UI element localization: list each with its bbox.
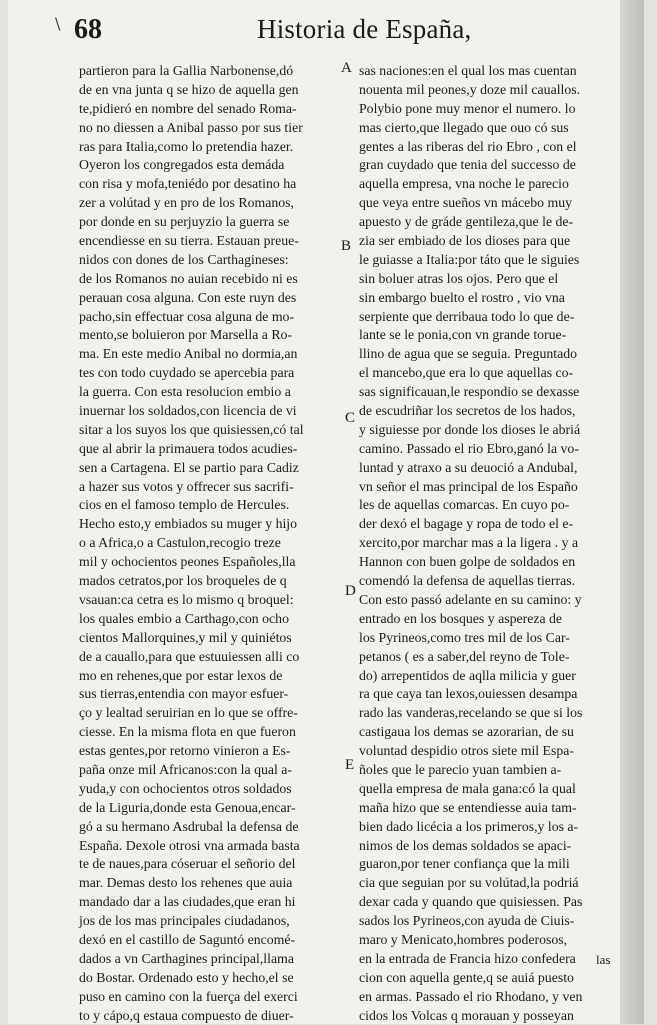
section-marker-c: C [345,410,356,426]
text-line: de a cauallo,para que estuuiessen alli co [79,648,300,664]
text-line: sas naciones:en el qual los mas cuentan [359,63,577,78]
margin-mark: \ [55,14,61,33]
text-line: vn señor el mas principal de los Españo [359,478,578,494]
text-line: ra que caya tan lexos,ouiessen desampa [359,686,578,702]
page-number: 68 [74,14,102,45]
text-line: de la Liguria,donde esta Genoua,encar- [79,799,296,815]
text-line: sin embargo buelto el rostro , vio vna [359,289,565,305]
text-line: mandado dar a las ciudades,que eran hi [79,894,296,910]
text-line: maña hizo que se entendiesse auia tam- [359,799,577,815]
text-line: el mancebo,que era lo que aquellas co- [359,365,574,381]
text-line: los Pyrineos,como tres mil de los Car- [359,629,570,645]
text-line: entrado en los bosques y aspereza de [359,610,563,626]
text-line: luntad y atraxo a su deuoció a Andubal, [359,459,578,475]
text-line: jos de los mas principales ciudadanos, [79,913,290,929]
text-line: partieron para la Gallia Narbonense,dó [79,63,294,78]
text-line: nimos de los demas soldados se apaci- [359,837,572,853]
text-line: puso en camino con la fuerça del exerci [79,988,298,1004]
text-line: gó a su hermano Asdrubal la defensa de [79,818,299,834]
text-line: te,pidieró en nombre del senado Roma- [79,100,297,116]
text-line: en la entrada de Francia hizo confedera [359,950,576,966]
catchword: las [596,952,611,967]
text-line: encendiesse en su tierra. Estauan preue- [79,233,299,249]
text-line: bien dado licécia a los primeros,y los a- [359,818,579,834]
text-line: ço y lealtad seruirian en lo que se offre- [79,705,298,721]
section-marker-a: A [341,60,352,76]
text-line: quella empresa de mala gana:có la qual [359,780,576,796]
text-line: España. Dexole otrosi vna armada basta [79,837,300,853]
text-line: cientos Mallorquines,y mil y quiniétos [79,629,292,645]
text-line: aquella empresa, vna noche le parecio [359,176,569,192]
text-line: en armas. Passado el rio Rhodano, y ven [359,988,583,1004]
text-line: dexar cada y quando que quisiessen. Pas [359,894,583,910]
text-line: cia que seguian por su volútad,la podriá [359,875,579,891]
text-line: sen a Cartagena. El se partio para Cadiz [79,459,299,475]
text-line: o a Africa,o a Castulon,recogio treze [79,535,281,551]
text-line: castigaua los demas se azorarian, de su [359,724,574,740]
text-line: do) arrepentidos de aqlla milicia y guer [359,667,576,683]
text-line: la guerra. Con esta resolucion embio a [79,384,291,400]
text-line: les de aquellas comarcas. En cuyo po- [359,497,570,513]
text-line: Hannon con buen golpe de soldados en [359,554,576,570]
text-line: mo en rehenes,que por estar lexos de [79,667,283,683]
text-line: paña onze mil Africanos:con la qual a- [79,761,293,777]
section-marker-d: D [345,583,356,599]
text-line: Polybio pone muy menor el numero. lo [359,100,576,116]
text-line: sus tierras,entendia con mayor esfuer- [79,686,289,702]
text-line: sados los Pyrineos,con ayuda de Ciuis- [359,913,575,929]
text-line: petanos ( es a saber,del reyno de Tole- [359,648,570,664]
left-text-column [79,62,341,1025]
text-line: comendó la defensa de aquellas tierras. [359,573,576,589]
text-line: xercito,por marchar mas a la ligera . y a [359,535,579,551]
text-line: estas gentes,por retorno vinieron a Es- [79,743,291,759]
text-line: con risa y mofa,teniédo por desatino ha [79,176,297,192]
text-line: le guiasse a Italia:por táto que le siguies [359,251,580,267]
text-line: ciesse. En la misma flota en que fueron [79,724,296,740]
text-line: los quales embio a Carthago,con ocho [79,610,289,626]
text-line: ras para Italia,como lo pretendia hazer. [79,138,294,154]
text-line: rado las vanderas,recelando se que si los [359,705,583,721]
text-line: mento,se boluieron por Marsella a Ro- [79,327,293,343]
text-line: sitar a los suyos los que quisiessen,có tal [79,421,304,437]
text-line: perauan cosa alguna. Con este ruyn des [79,289,297,305]
text-line: Con esto passó adelante en su camino: y [359,591,582,607]
text-line: dados a vn Carthagines principal,llama [79,950,294,966]
running-title: Historia de España, [257,14,472,44]
text-line: maro y Menicato,hombres poderosos, [359,931,568,947]
text-line: guaron,por tener confiança que la mili [359,856,570,872]
right-text-column [359,62,621,1025]
text-line: mar. Demas desto los rehenes que auia [79,875,293,891]
text-line: Hecho esto,y embiados su muger y hijo [79,516,298,532]
text-line: nidos con dones de los Carthagineses: [79,251,289,267]
text-line: cios en el famoso templo de Hercules. [79,497,290,513]
text-line: tes con todo cuydado se apercebia para [79,365,295,381]
text-line: por donde en su perjuyzio la guerra se [79,214,290,230]
text-line: mil y ochocientos peones Españoles,lla [79,554,296,570]
text-line: gentes a las riberas del rio Ebro , con el [359,138,577,154]
text-line: y siguiesse por donde los dioses le abriá [359,421,581,437]
text-line: do Bostar. Ordenado esto y hecho,el se [79,969,294,985]
text-line: que veya entre sueños vn mácebo muy [359,195,573,211]
text-line: vsauan:ca cetra es lo mismo q broquel: [79,591,294,607]
text-line: de escudriñar los secretos de los hados, [359,403,576,419]
text-line: mados cetratos,por los broqueles de q [79,573,287,589]
text-line: to y cápo,q estaua compuesto de diuer- [79,1007,294,1023]
text-line: no no diessen a Anibal passo por sus tier [79,119,303,135]
text-line: cidos los Volcas q morauan y posseyan [359,1007,574,1023]
text-line: lante se le ponia,con vn grande torue- [359,327,567,343]
text-line: sas significauan,le respondio se dexasse [359,384,580,400]
text-line: sin boluer atras los ojos. Pero que el [359,270,559,286]
text-line: gran cuydado que tenia del successo de [359,157,576,173]
text-line: zer a volútad y en pro de los Romanos, [79,195,294,211]
text-line: voluntad despidio otros siete mil Espa- [359,743,574,759]
text-line: ma. En este medio Anibal no dormia,an [79,346,298,362]
text-line: serpiente que derribaua todo lo que de- [359,308,575,324]
text-line: te de naues,para cóseruar el señorio del [79,856,296,872]
text-line: de los Romanos no auian recebido ni es [79,270,298,286]
text-line: mas cierto,que llegado que ouo có sus [359,119,569,135]
text-line: yuda,y con ochocientos otros soldados [79,780,292,796]
section-marker-e: E [345,757,355,773]
text-line: nouenta mil peones,y doze mil cauallos. [359,81,581,97]
text-line: que al abrir la primauera todos acudies- [79,440,298,456]
text-line: a hazer sus votos y offrecer sus sacrifi- [79,478,294,494]
text-line: inuernar los soldados,con licencia de vi [79,403,297,419]
text-line: llino de agua que se seguia. Preguntado [359,346,578,362]
text-line: der dexó el bagage y ropa de todo el e- [359,516,574,532]
text-line: apuesto y de gráde gentileza,que le de- [359,214,574,230]
page-edge-shadow [620,0,644,1024]
text-line: de en vna junta q se hizo de aquella gen [79,81,299,97]
text-line: dexó en el castillo de Saguntó encomé- [79,931,296,947]
text-line: cion con aquella gente,q se auiá puesto [359,969,574,985]
text-line: camino. Passado el rio Ebro,ganó la vo- [359,440,579,456]
text-line: Oyeron los congregados esta demáda [79,157,285,173]
text-line: zia ser embiado de los dioses para que [359,233,571,249]
section-marker-b: B [341,238,352,254]
text-line: pacho,sin effectuar cosa alguna de mo- [79,308,295,324]
text-line: ñoles que le parecio yuan tambien a- [359,761,562,777]
